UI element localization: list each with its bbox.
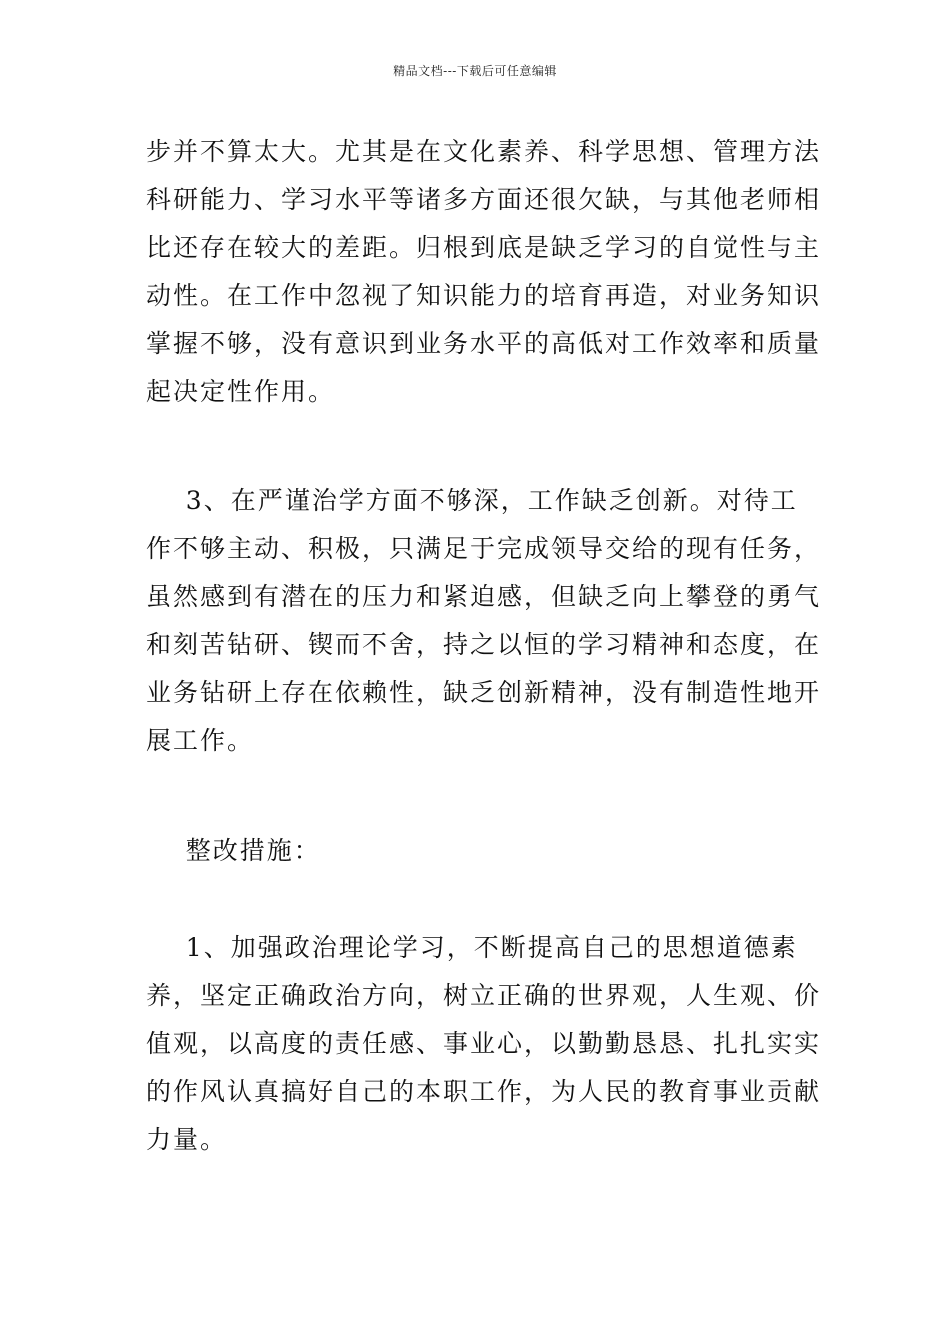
text-line: 动性。在工作中忽视了知识能力的培育再造，对业务知识 — [146, 281, 822, 310]
text-line: 虽然感到有潜在的压力和紧迫感，但缺乏向上攀登的勇气 — [146, 582, 822, 611]
text-line: 3、在严谨治学方面不够深，工作缺乏创新。对待工 — [146, 486, 798, 515]
page-header: 精品文档---下载后可任意编辑 — [393, 64, 557, 78]
text-line: 掌握不够，没有意识到业务水平的高低对工作效率和质量 — [146, 329, 822, 358]
paragraph-item-3 — [146, 477, 821, 765]
text-line: 作不够主动、积极，只满足于完成领导交给的现有任务， — [146, 534, 822, 563]
text-line: 的作风认真搞好自己的本职工作，为人民的教育事业贡献 — [146, 1077, 822, 1106]
text-line: 科研能力、学习水平等诸多方面还很欠缺，与其他老师相 — [146, 185, 822, 214]
text-line: 养，坚定正确政治方向，树立正确的世界观，人生观、价 — [146, 981, 822, 1010]
heading-line: 整改措施： — [146, 836, 321, 865]
text-line: 值观，以高度的责任感、事业心，以勤勤恳恳、扎扎实实 — [146, 1029, 822, 1058]
text-line: 力量。 — [146, 1125, 228, 1154]
text-line: 展工作。 — [146, 726, 255, 755]
paragraph-measure-1 — [146, 924, 821, 1164]
text-line: 和刻苦钻研、锲而不舍，持之以恒的学习精神和态度，在 — [146, 630, 822, 659]
section-heading-rectification — [146, 827, 321, 875]
text-line: 步并不算太大。尤其是在文化素养、科学思想、管理方法 — [146, 137, 822, 166]
paragraph-continuation — [146, 128, 821, 416]
text-line: 业务钻研上存在依赖性，缺乏创新精神，没有制造性地开 — [146, 678, 822, 707]
text-line: 1、加强政治理论学习，不断提高自己的思想道德素 — [146, 933, 798, 962]
text-line: 比还存在较大的差距。归根到底是缺乏学习的自觉性与主 — [146, 233, 822, 262]
text-line: 起决定性作用。 — [146, 377, 336, 406]
